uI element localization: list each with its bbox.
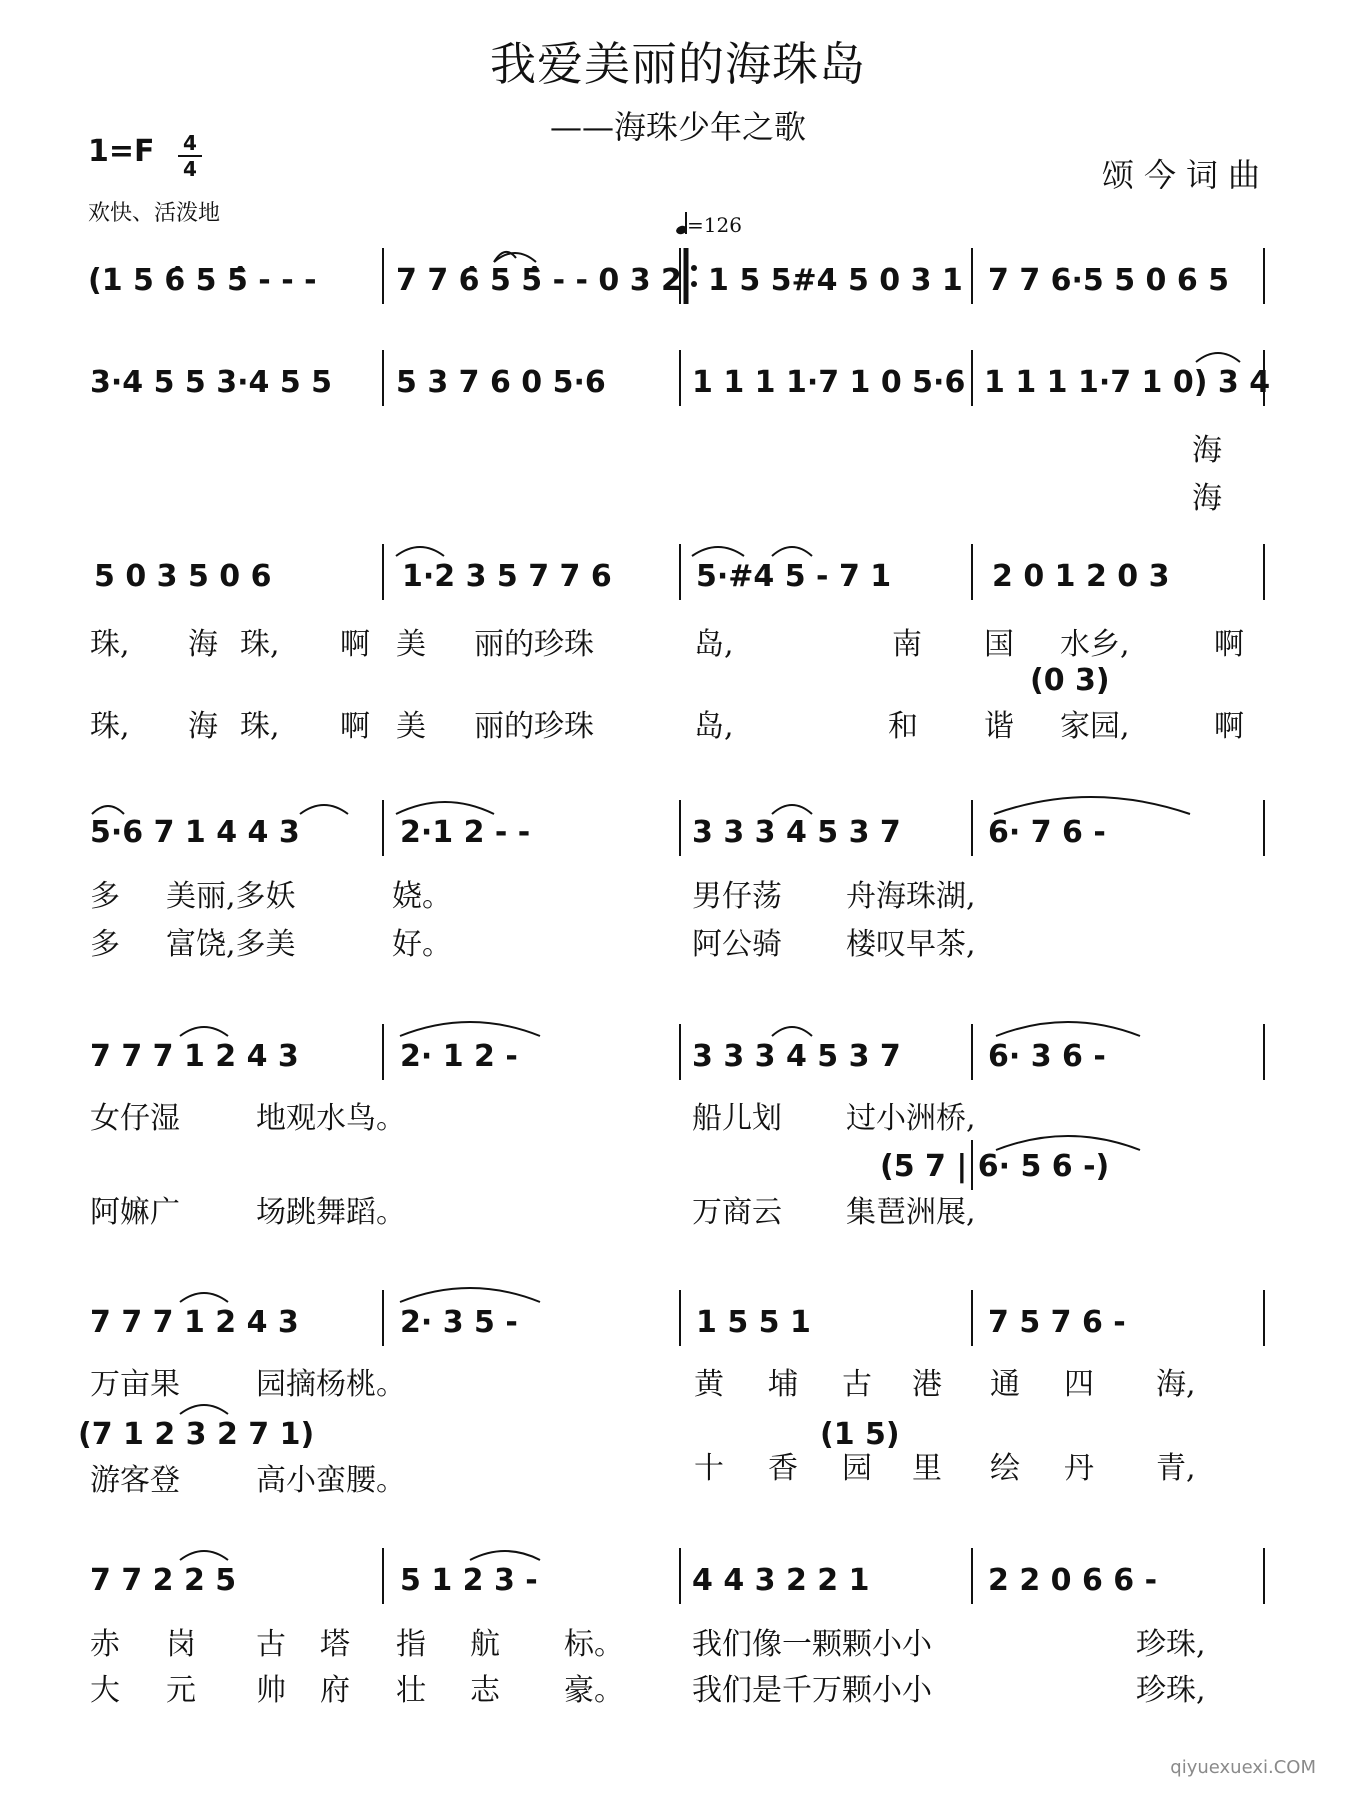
measure-6-2: 2· 3 5 - [400, 1305, 518, 1340]
lyric: 黄 [694, 1367, 724, 1402]
lyric: 里 [912, 1451, 942, 1486]
lyric: 游客登 [90, 1463, 180, 1498]
measure-6-3: 1 5 5 1 [696, 1305, 811, 1340]
lyric: 啊 [340, 709, 370, 744]
lyric: 国 [984, 627, 1014, 662]
key-signature: 1=F [88, 134, 155, 169]
time-bottom: 4 [183, 157, 197, 181]
measure-7-1: 7 7 2 2 5 [90, 1563, 237, 1598]
pickup-lyric-1: 海 [1192, 433, 1222, 468]
lyrics-4-verse-1 [90, 879, 976, 914]
lyrics-7-verse-2 [90, 1673, 1206, 1708]
lyric: 十 [694, 1451, 724, 1486]
measure-2-2: 5 3 7 6 0 5·6 [396, 365, 606, 400]
lyric: 美丽,多妖 [166, 879, 296, 914]
lyric: 舟海珠湖, [846, 879, 976, 914]
lyric: 海, [1156, 1367, 1196, 1402]
lyric: 万商云 [692, 1195, 782, 1230]
lyric: 我们是千万颗小小 [692, 1673, 932, 1708]
lyric: 我们像一颗颗小小 [692, 1627, 932, 1662]
measure-4-4: 6· 7 6 - [988, 815, 1106, 850]
lyric: 娆。 [392, 879, 452, 914]
lyric: 阿嫲广 [90, 1195, 180, 1230]
lyric: 丽的珍珠 [474, 627, 594, 662]
alt-notes-3: (0 3) [1030, 663, 1110, 698]
measure-3-3: 5·#4 5 - 7 1 [696, 559, 892, 594]
lyric: 船儿划 [692, 1101, 782, 1136]
lyric: 指 [396, 1627, 426, 1662]
lyric: 海 [188, 627, 218, 662]
lyric: 谐 [984, 709, 1014, 744]
lyrics-6-verse-1 [90, 1367, 1196, 1402]
measure-2-1: 3·4 5 5 3·4 5 5 [90, 365, 333, 400]
lyric: 赤 [90, 1627, 120, 1662]
lyric: 男仔荡 [692, 879, 782, 914]
lyric: 海 [188, 709, 218, 744]
time-top: 4 [183, 131, 197, 155]
lyric: 大 [90, 1673, 120, 1708]
measure-1-4: 7 7 6·5 5 0 6 5 [988, 263, 1230, 298]
lyric: 壮 [396, 1673, 426, 1708]
lyric: 美 [396, 709, 426, 744]
lyric: 珠, [90, 709, 130, 744]
lyric: 啊 [1214, 627, 1244, 662]
lyric: 水乡, [1060, 627, 1130, 662]
measure-3-4: 2 0 1 2 0 3 [992, 559, 1170, 594]
measure-2-3: 1 1 1 1·7 1 0 5·6 [692, 365, 966, 400]
lyric: 场跳舞蹈。 [256, 1195, 406, 1230]
lyric: 绘 [990, 1451, 1020, 1486]
lyric: 塔 [320, 1627, 350, 1662]
metronome-value: =126 [687, 213, 742, 237]
alt-notes-6a: (7 1 2 3 2 7 1) [78, 1417, 315, 1452]
lyrics-5-verse-1 [90, 1101, 976, 1136]
lyric: 珍珠, [1136, 1673, 1206, 1708]
lyric: 万亩果 [90, 1367, 180, 1402]
lyric: 帅 [256, 1673, 286, 1708]
song-title: 我爱美丽的海珠岛 [490, 37, 866, 91]
measure-6-1: 7 7 7 1 2 4 3 [90, 1305, 299, 1340]
lyric: 岗 [166, 1627, 196, 1662]
lyric: 古 [256, 1627, 286, 1662]
tempo-marking: 欢快、活泼地 [88, 201, 221, 226]
lyric: 元 [166, 1673, 196, 1708]
measure-4-3: 3 3 3 4 5 3 7 [692, 815, 901, 850]
lyric: 丹 [1064, 1451, 1094, 1486]
lyric: 珠, [90, 627, 130, 662]
lyric: 珍珠, [1136, 1627, 1206, 1662]
lyric: 和 [888, 709, 918, 744]
measure-2-4: 1 1 1 1·7 1 0) 3 4 [984, 365, 1271, 400]
site-watermark: qiyuexuexi.COM [1170, 1757, 1316, 1778]
measure-7-2: 5 1 2 3 - [400, 1563, 538, 1598]
measure-7-4: 2 2 0 6 6 - [988, 1563, 1158, 1598]
measure-1-2: 7 7 6̂ 5 5̂ - - 0 3 2 [396, 263, 682, 298]
lyric: 古 [842, 1367, 872, 1402]
measure-3-2: 1·2 3 5 7 7 6 [402, 559, 612, 594]
lyric: 豪。 [564, 1673, 624, 1708]
lyric: 楼叹早茶, [846, 927, 976, 962]
lyrics-5-verse-2 [90, 1195, 976, 1230]
lyric: 岛, [694, 627, 734, 662]
lyric: 啊 [1214, 709, 1244, 744]
lyrics-3-verse-2 [90, 709, 1244, 744]
lyric: 港 [912, 1367, 942, 1402]
lyric: 集琶洲展, [846, 1195, 976, 1230]
lyric: 丽的珍珠 [474, 709, 594, 744]
lyric: 通 [990, 1367, 1020, 1402]
lyric: 园 [842, 1451, 872, 1486]
lyrics-4-verse-2 [90, 927, 976, 962]
lyric: 高小蛮腰。 [256, 1463, 406, 1498]
lyric: 啊 [340, 627, 370, 662]
measure-7-3: 4 4 3 2 2 1 [692, 1563, 870, 1598]
lyric: 园摘杨桃。 [256, 1367, 406, 1402]
lyric: 埔 [768, 1367, 798, 1402]
measure-3-1: 5 0 3 5 0 6 [94, 559, 272, 594]
lyric: 美 [396, 627, 426, 662]
lyric: 多 [90, 879, 120, 914]
lyric: 标。 [564, 1627, 624, 1662]
lyric: 过小洲桥, [846, 1101, 976, 1136]
lyric: 青, [1156, 1451, 1196, 1486]
lyric: 地观水鸟。 [256, 1101, 406, 1136]
measure-1-1: (1 5 6̂ 5 5̂ - - - [88, 263, 317, 298]
lyric: 南 [892, 627, 922, 662]
lyric: 岛, [694, 709, 734, 744]
lyric: 富饶,多美 [166, 927, 296, 962]
lyric: 家园, [1060, 709, 1130, 744]
measure-5-1: 7 7 7 1 2 4 3 [90, 1039, 299, 1074]
lyric: 女仔湿 [90, 1101, 180, 1136]
lyric: 珠, [240, 709, 280, 744]
measure-1-3: 1 5 5#4 5 0 3 1 [708, 263, 963, 298]
measure-4-1: 5·6 7 1 4 4 3 [90, 815, 300, 850]
song-subtitle: ——海珠少年之歌 [549, 108, 806, 146]
lyric: 阿公骑 [692, 927, 782, 962]
lyrics-3-verse-1 [90, 627, 1244, 662]
lyric: 志 [470, 1673, 500, 1708]
measure-4-2: 2·1 2 - - [400, 815, 531, 850]
lyric: 好。 [392, 927, 452, 962]
measure-6-4: 7 5 7 6 - [988, 1305, 1126, 1340]
pickup-lyric-2: 海 [1192, 481, 1222, 516]
alt-notes-6b: (1 5) [820, 1417, 900, 1452]
lyrics-7-verse-1 [90, 1627, 1206, 1662]
measure-5-2: 2· 1 2 - [400, 1039, 518, 1074]
measure-5-3: 3 3 3 4 5 3 7 [692, 1039, 901, 1074]
lyric: 多 [90, 927, 120, 962]
lyric: 府 [320, 1673, 350, 1708]
measure-5-4: 6· 3 6 - [988, 1039, 1106, 1074]
alt-notes-5: (5 7 | 6· 5 6 -) [880, 1149, 1110, 1184]
lyric: 珠, [240, 627, 280, 662]
lyric: 航 [470, 1627, 500, 1662]
lyrics-6-verse-2 [90, 1451, 1196, 1498]
lyric: 香 [768, 1451, 798, 1486]
author-credit: 颂今词曲 [1101, 156, 1270, 194]
lyric: 四 [1064, 1367, 1094, 1402]
